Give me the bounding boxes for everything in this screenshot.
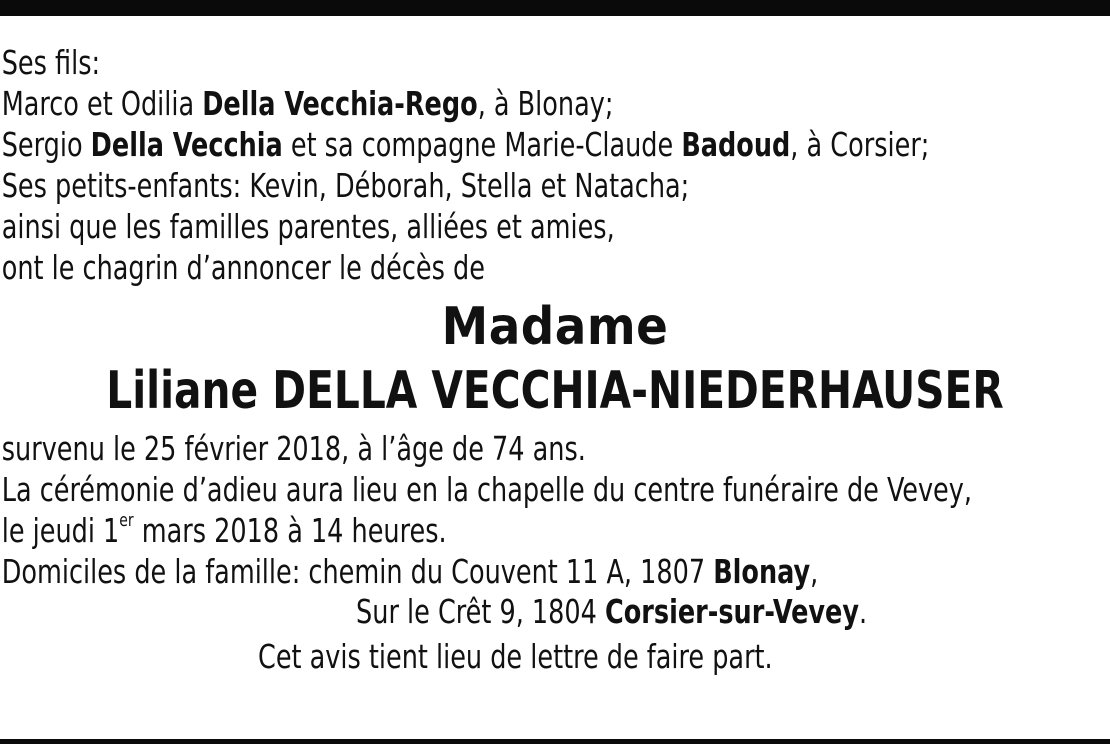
intro-line-4: Ses petits-enfants: Kevin, Déborah, Stella et Natacha; xyxy=(1,166,690,205)
top-rule xyxy=(0,0,1110,16)
ordinal-suffix: er xyxy=(119,510,134,531)
intro-line-1: Ses fils: xyxy=(1,43,101,82)
text: Marco et Odilia xyxy=(1,84,203,123)
deceased-name-block xyxy=(0,294,1110,422)
deceased-title: Madame xyxy=(441,297,669,357)
family-name-bold: Della Vecchia xyxy=(90,125,283,164)
text: le jeudi 1 xyxy=(1,511,120,550)
obituary-notice xyxy=(0,42,1110,682)
text: Domiciles de la famille: chemin du Couvent 11 A, 1807 xyxy=(1,552,714,591)
details-line-3 xyxy=(0,510,955,551)
text: , à Blonay; xyxy=(477,84,614,123)
family-name-bold: Badoud xyxy=(681,125,791,164)
details-line-1: survenu le 25 février 2018, à l’âge de 74 ans. xyxy=(1,429,586,468)
intro-line-6: ont le chagrin d’annoncer le décès de xyxy=(1,248,485,287)
text: mars 2018 à 14 heures. xyxy=(133,511,447,550)
deceased-name: Liliane DELLA VECCHIA-NIEDERHAUSER xyxy=(106,361,1004,421)
details-line-2: La cérémonie d’adieu aura lieu en la chapelle du centre funéraire de Vevey, xyxy=(1,470,972,509)
closing-line: Cet avis tient lieu de lettre de faire part. xyxy=(258,637,773,676)
text: et sa compagne Marie-Claude xyxy=(282,125,682,164)
details-line-4 xyxy=(0,551,955,592)
text: , à Corsier; xyxy=(790,125,930,164)
text: Sergio xyxy=(1,125,91,164)
town-bold: Blonay xyxy=(713,552,811,591)
details-block xyxy=(0,428,1110,682)
bottom-rule xyxy=(0,739,1110,744)
town-bold: Corsier-sur-Vevey xyxy=(605,592,860,631)
details-line-5 xyxy=(0,592,955,632)
family-name-bold: Della Vecchia-Rego xyxy=(202,84,478,123)
text: , xyxy=(810,552,819,591)
text: . xyxy=(859,592,868,631)
text: Sur le Crêt 9, 1804 xyxy=(356,592,606,631)
intro-line-2 xyxy=(0,83,955,124)
intro-line-5: ainsi que les familles parentes, alliées et amies, xyxy=(1,207,615,246)
intro-line-3 xyxy=(0,124,955,165)
